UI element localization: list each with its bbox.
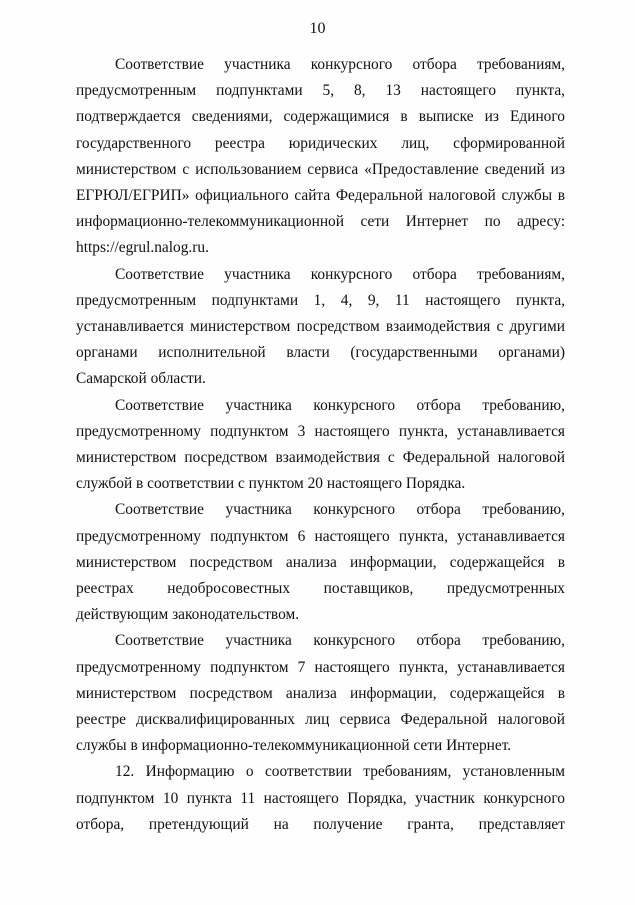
paragraph-tax-service-verification: Соответствие участника конкурсного отбора требованию, предусмотренному подпунктом 3 настоящего пункта, устанавливается министерством посредством взаимодействия с Федеральной налоговой службой в соответствии с пунктом 20 настоящего Порядка. — [76, 396, 565, 493]
page-number: 10 — [309, 20, 326, 37]
paragraph-item-12: 12. Информацию о соответствии требованиям, установленным подпунктом 10 пункта 11 настоящего Порядка, участник конкурсного отбора, претендующий на получение гранта, представляет — [76, 763, 565, 833]
paragraph-interagency-verification: Соответствие участника конкурсного отбора требованиям, предусмотренным подпунктами 1, 4, 9, 11 настоящего пункта, устанавливается министерством посредством взаимодействия с другими органами исполнительной власти (государственными органами) Самарской области. — [76, 265, 565, 388]
document-body — [76, 52, 565, 838]
paragraph-egrul-verification: Соответствие участника конкурсного отбора требованиям, предусмотренным подпунктами 5, 8, 13 настоящего пункта, подтверждается сведениями, содержащимися в выписке из Единого государственного реестра юридических лиц, сформированной министерством с использованием сервиса «Предоставление сведений из ЕГРЮЛ/ЕГРИП» официального сайта Федеральной налоговой службы в информационно-телекоммуникационной сети Интернет по адресу: https://egrul.nalog.ru. — [76, 56, 565, 257]
paragraph-disqualified-persons-verification: Соответствие участника конкурсного отбора требованию, предусмотренному подпунктом 7 настоящего пункта, устанавливается министерством посредством анализа информации, содержащейся в реестре дисквалифицированных лиц сервиса Федеральной налоговой службы в информационно-телекоммуникационной сети Интернет. — [76, 632, 565, 755]
paragraph-unfair-suppliers-verification: Соответствие участника конкурсного отбора требованию, предусмотренному подпунктом 6 настоящего пункта, устанавливается министерством посредством анализа информации, содержащейся в реестрах недобросовестных поставщиков, предусмотренных действующим законодательством. — [76, 501, 565, 624]
